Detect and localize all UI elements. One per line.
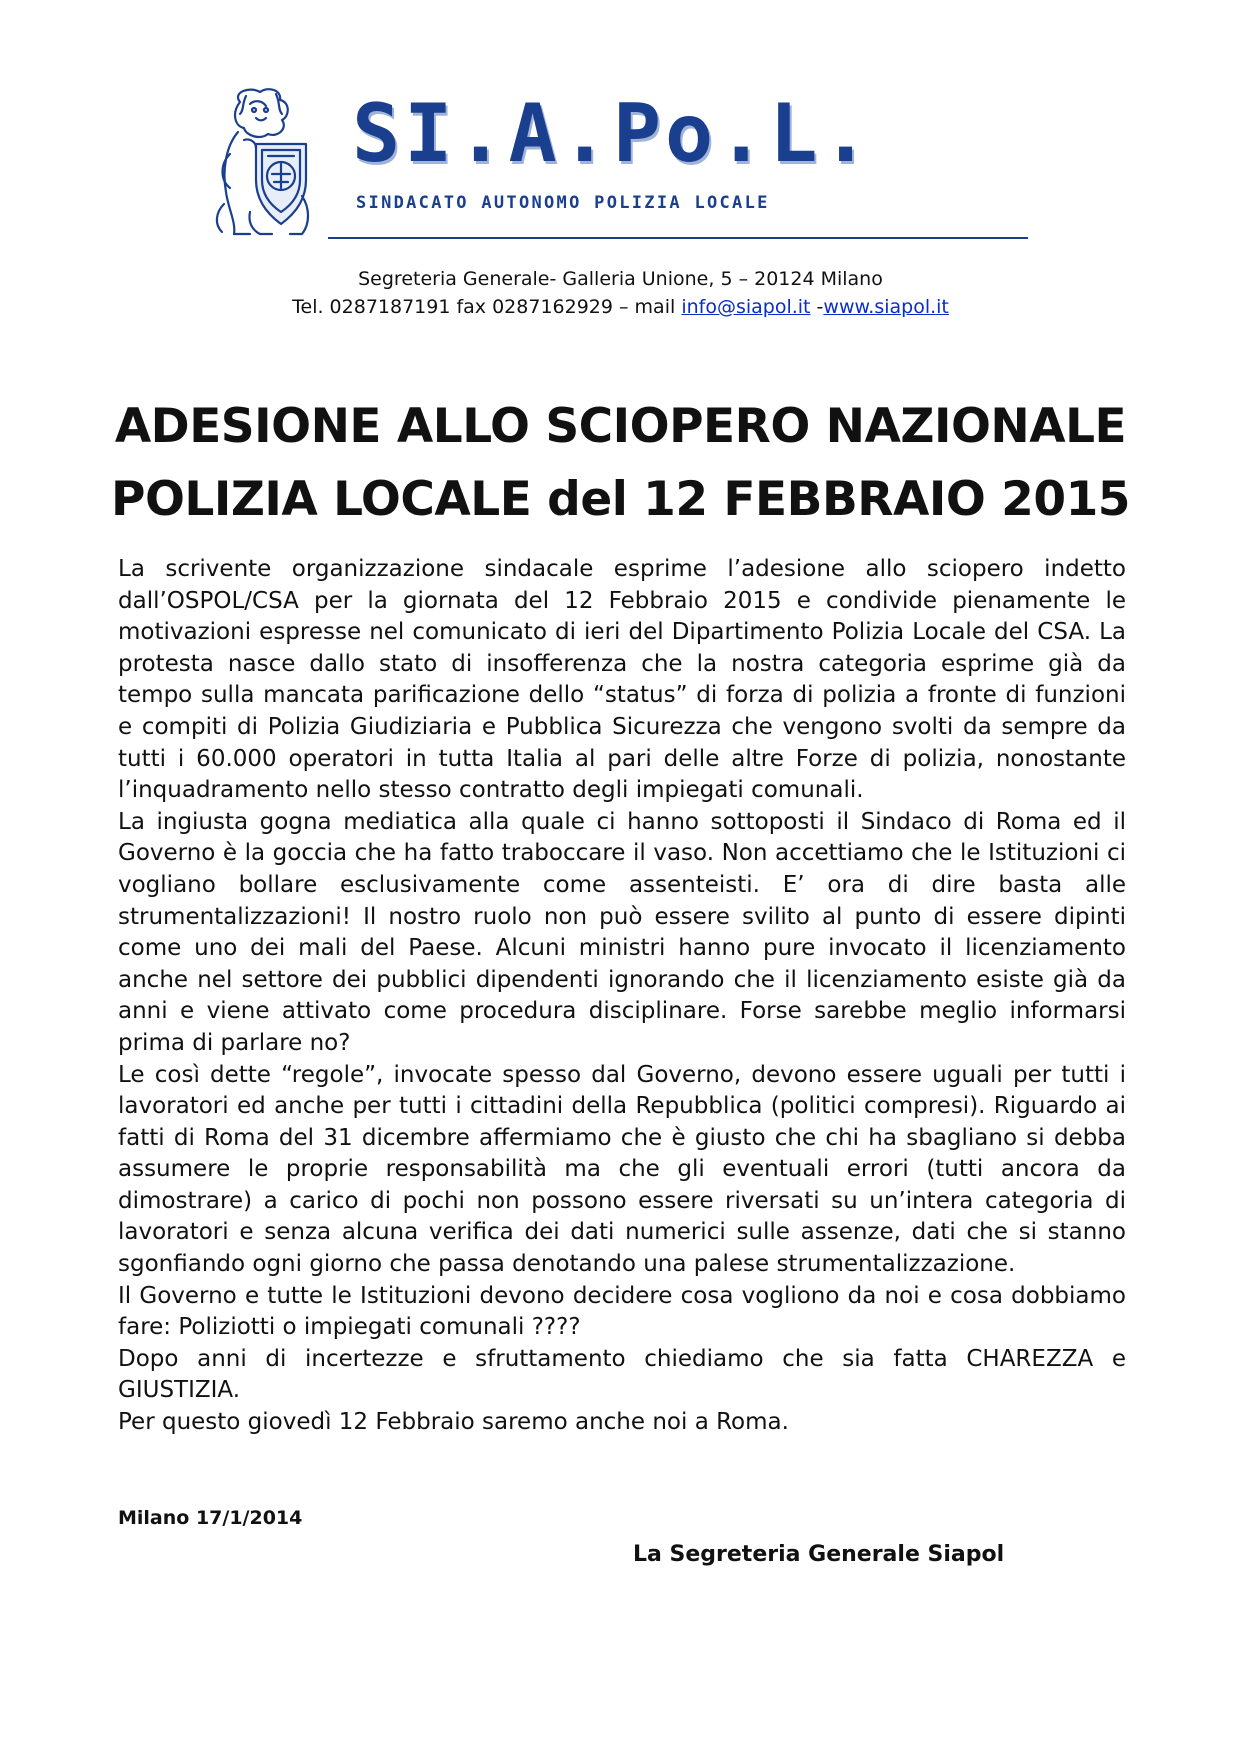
body-paragraph: Per questo giovedì 12 Febbraio saremo anche noi a Roma. (118, 1409, 789, 1436)
title-line-1: ADESIONE ALLO SCIOPERO NAZIONALE (114, 399, 1127, 454)
signature: La Segreteria Generale Siapol (633, 1542, 1005, 1567)
brand-name: SI.A.Po.L. (352, 87, 874, 180)
body-paragraph: La ingiusta gogna mediatica alla quale ci hanno sottoposti il Sindaco di Roma ed il Governo è la goccia che ha fatto traboccare il vaso. Non accettiamo che le Istituzioni ci vogliano bollare esclusivamente come assenteisti. E’ ora di dire basta alle strumentalizzazioni! Il nostro ruolo non può essere svilito al punto di essere dipinti come uno dei mali del Paese. Alcuni ministri hanno pure invocato il licenziamento anche nel settore dei pubblici dipendenti ignorando che il licenziamento esiste già da anni e viene attivato come procedura disciplinare. Forse sarebbe meglio informarsi prima di parlare no? (118, 808, 1126, 1056)
body-text (118, 554, 1126, 1439)
body-paragraph: La scrivente organizzazione sindacale esprime l’adesione allo sciopero indetto dall’OSPOL/CSA per la giornata del 12 Febbraio 2015 e condivide pienamente le motivazioni espresse nel comunicato di ieri del Dipartimento Polizia Locale del CSA. La protesta nasce dallo stato di insofferenza che la nostra categoria esprime già da tempo sulla mancata parificazione dello “status” di forza di polizia a fronte di funzioni e compiti di Polizia Giudiziaria e Pubblica Sicurezza che vengono svolti da sempre da tutti i 60.000 operatori in tutta Italia al pari delle altre Forze di polizia, nonostante l’inquadramento nello stesso contratto degli impiegati comunali. (118, 556, 1126, 804)
title-line-2: POLIZIA LOCALE del 12 FEBBRAIO 2015 (111, 472, 1130, 527)
contact-separator: - (810, 296, 824, 318)
contact-block (0, 265, 1241, 321)
body-paragraph: Dopo anni di incertezze e sfruttamento chiediamo che sia fatta CHAREZZA e GIUSTIZIA. (118, 1345, 1126, 1404)
contact-phone-fax: Tel. 0287187191 fax 0287162929 – mail (292, 296, 682, 318)
website-link[interactable]: www.siapol.it (823, 296, 949, 318)
contact-address: Segreteria Generale- Galleria Unione, 5 – 20124 Milano (358, 268, 883, 290)
lion-crest-icon (210, 84, 320, 240)
document-date: Milano 17/1/2014 (118, 1507, 303, 1529)
letterhead (210, 84, 1030, 244)
document-title (80, 390, 1161, 536)
header-divider (328, 237, 1028, 239)
body-paragraph: Il Governo e tutte le Istituzioni devono decidere cosa vogliono da noi e cosa dobbiamo fare: Poliziotti o impiegati comunali ???? (118, 1282, 1126, 1341)
contact-line (0, 293, 1241, 321)
body-paragraph: Le così dette “regole”, invocate spesso dal Governo, devono essere uguali per tutti i lavoratori ed anche per tutti i cittadini della Repubblica (politici compresi). Riguardo ai fatti di Roma del 31 dicembre affermiamo che è giusto che chi ha sbagliano si debba assumere le proprie responsabilità ma che gli eventuali errori (tutti ancora da dimostrare) a carico di pochi non possono essere riversati su un’intera categoria di lavoratori e senza alcuna verifica dei dati numerici sulle assenze, dati che si stanno sgonfiando ogni giorno che passa denotando una palese strumentalizzazione. (118, 1061, 1126, 1278)
email-link[interactable]: info@siapol.it (681, 296, 811, 318)
brand-subtitle: SINDACATO AUTONOMO POLIZIA LOCALE (356, 193, 770, 213)
